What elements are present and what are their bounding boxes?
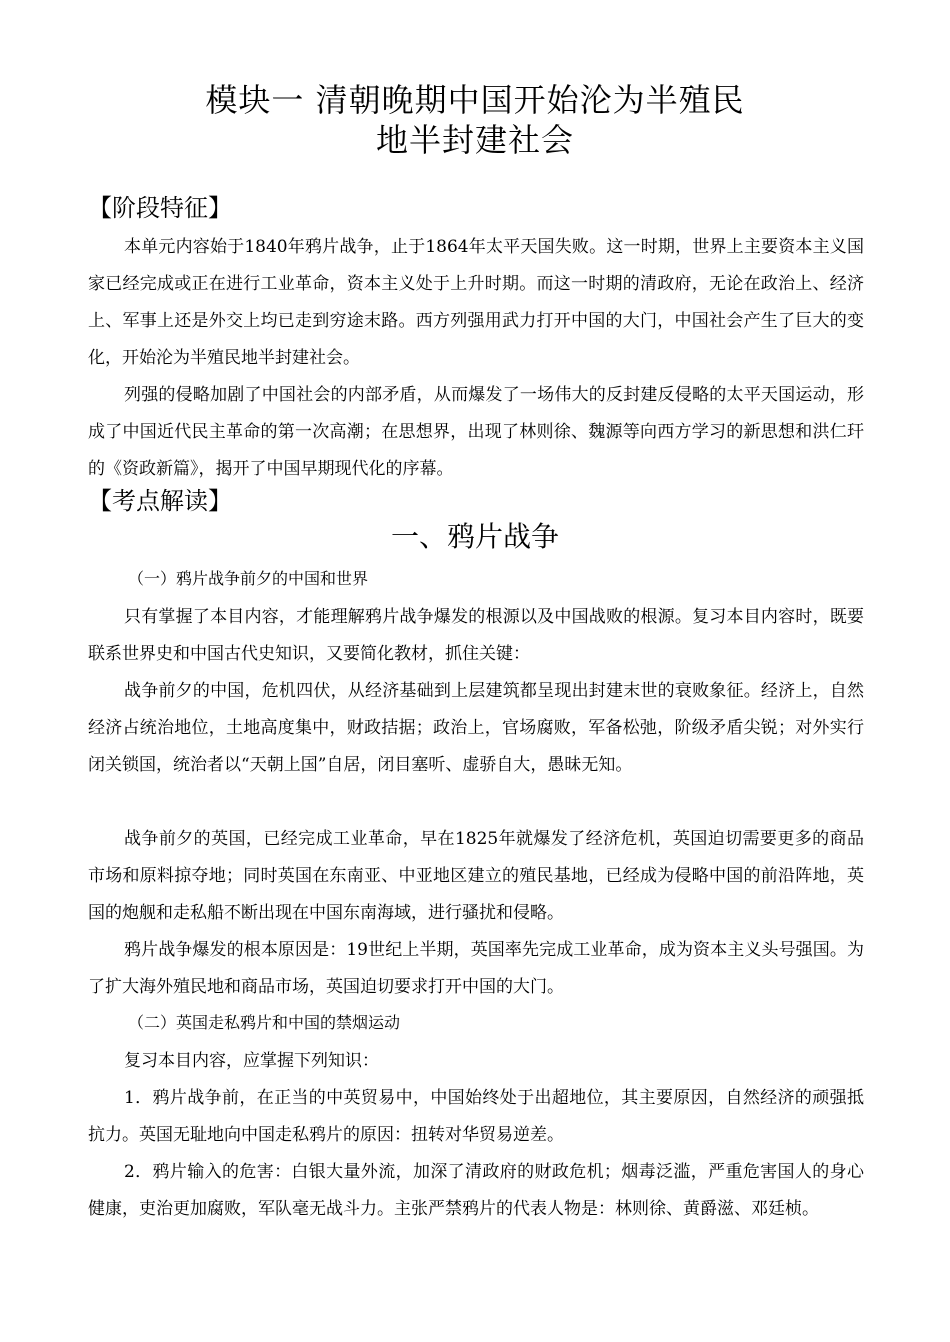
- section-1-heading: （一）鸦片战争前夕的中国和世界: [128, 569, 369, 588]
- section-1-paragraph-4: 鸦片战争爆发的根本原因是：19世纪上半期，英国率先完成工业革命，成为资本主义头号强国。为了扩大海外殖民地和商品市场，英国迫切要求打开中国的大门。: [88, 940, 864, 997]
- section-2-heading: （二）英国走私鸦片和中国的禁烟运动: [128, 1013, 401, 1032]
- section-1-paragraph-3: 战争前夕的英国，已经完成工业革命，早在1825年就爆发了经济危机，英国迫切需要更多的商品市场和原料掠夺地；同时英国在东南亚、中亚地区建立的殖民基地，已经成为侵略中国的前沿阵地，英国的炮舰和走私船不断出现在中国东南海域，进行骚扰和侵略。: [88, 829, 864, 923]
- section-2-paragraph-3: 2．鸦片输入的危害：白银大量外流，加深了清政府的财政危机；烟毒泛滥，严重危害国人的身心健康，吏治更加腐败，军队毫无战斗力。主张严禁鸦片的代表人物是：林则徐、黄爵滋、邓廷桢。: [88, 1162, 864, 1219]
- key-points-heading: 【考点解读】: [88, 487, 232, 515]
- document-title-line-2: 地半封建社会: [375, 121, 574, 159]
- section-2-paragraph-2: 1．鸦片战争前，在正当的中英贸易中，中国始终处于出超地位，其主要原因，自然经济的顽强抵抗力。英国无耻地向中国走私鸦片的原因：扭转对华贸易逆差。: [88, 1088, 864, 1145]
- stage-features-paragraph-1: 本单元内容始于1840年鸦片战争，止于1864年太平天国失败。这一时期，世界上主要资本主义国家已经完成或正在进行工业革命，资本主义处于上升时期。而这一时期的清政府，无论在政治上、经济上、军事上还是外交上均已走到穷途末路。西方列强用武力打开中国的大门，中国社会产生了巨大的变化，开始沦为半殖民地半封建社会。: [88, 237, 864, 368]
- stage-features-paragraph-2: 列强的侵略加剧了中国社会的内部矛盾，从而爆发了一场伟大的反封建反侵略的太平天国运动，形成了中国近代民主革命的第一次高潮；在思想界，出现了林则徐、魏源等向西方学习的新思想和洪仁玕的《资政新篇》，揭开了中国早期现代化的序幕。: [88, 385, 864, 479]
- chapter-title: 一、鸦片战争: [390, 520, 559, 553]
- section-1-paragraph-1: 只有掌握了本目内容，才能理解鸦片战争爆发的根源以及中国战败的根源。复习本目内容时，既要联系世界史和中国古代史知识，又要简化教材，抓住关键：: [88, 607, 864, 664]
- section-1-paragraph-2: 战争前夕的中国，危机四伏，从经济基础到上层建筑都呈现出封建末世的衰败象征。经济上，自然经济占统治地位，土地高度集中，财政拮据；政治上，官场腐败，军备松弛，阶级矛盾尖锐；对外实行闭关锁国，统治者以“天朝上国”自居，闭目塞听、虚骄自大，愚昧无知。: [88, 681, 864, 775]
- stage-features-heading: 【阶段特征】: [88, 194, 232, 222]
- document-title-line-1: 模块一 清朝晚期中国开始沦为半殖民: [205, 81, 745, 119]
- section-2-paragraph-1: 复习本目内容，应掌握下列知识：: [124, 1051, 379, 1071]
